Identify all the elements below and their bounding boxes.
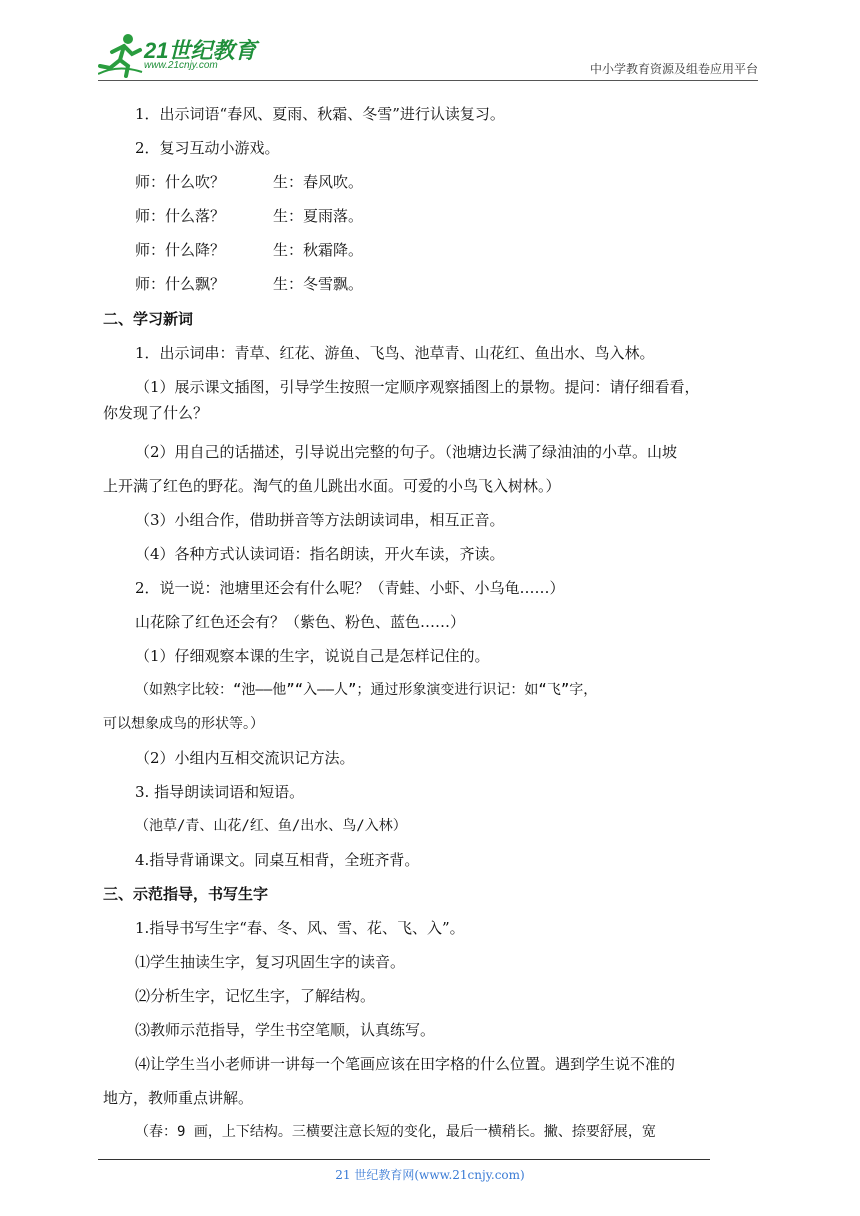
header-divider	[98, 80, 758, 81]
section-heading: 二、学习新词	[103, 310, 194, 328]
logo-url: www.21cnjy.com	[144, 60, 218, 71]
paragraph: 1．出示词串：青草、红花、游鱼、飞鸟、池草青、山花红、鱼出水、鸟入林。	[135, 344, 655, 362]
paragraph: 1.指导书写生字“春、冬、风、雪、花、飞、入”。	[135, 919, 465, 937]
paragraph: （2）用自己的话描述，引导说出完整的句子。（池塘边长满了绿油油的小草。山坡	[135, 443, 678, 461]
header-platform-text: 中小学教育资源及组卷应用平台	[589, 62, 758, 76]
dialog-row	[135, 172, 763, 192]
paragraph: 3. 指导朗读词语和短语。	[135, 783, 305, 801]
running-man-icon	[98, 30, 144, 78]
paragraph: ⑷让学生当小老师讲一讲每一个笔画应该在田字格的什么位置。遇到学生说不准的	[135, 1055, 676, 1073]
teacher-line: 师：什么飘？	[135, 275, 226, 293]
paragraph: ⑴学生抽读生字，复习巩固生字的读音。	[135, 953, 406, 971]
site-logo[interactable]	[98, 30, 258, 78]
student-line: 生：冬雪飘。	[273, 275, 364, 293]
paragraph: （1）展示课文插图，引导学生按照一定顺序观察插图上的景物。提问：请仔细看看，	[135, 378, 700, 396]
page-header	[0, 0, 860, 90]
note-paragraph: （池草/青、山花/红、鱼/出水、鸟/入林）	[135, 818, 407, 834]
paragraph: 2．说一说：池塘里还会有什么呢？（青蛙、小虾、小乌龟……）	[135, 579, 565, 597]
dialog-row	[135, 206, 763, 226]
logo-text: 21世纪教育	[144, 38, 257, 63]
paragraph: 1．出示词语“春风、夏雨、秋霜、冬雪”进行认读复习。	[135, 105, 505, 123]
dialog-row	[135, 274, 763, 294]
teacher-line: 师：什么落？	[135, 207, 226, 225]
note-paragraph-continued: 可以想象成鸟的形状等。）	[103, 716, 264, 732]
paragraph-continued: 上开满了红色的野花。淘气的鱼儿跳出水面。可爱的小鸟飞入树林。）	[103, 477, 561, 495]
note-paragraph: （如熟字比较：“池——他”“入——人”；通过形象演变进行识记：如“飞”字，	[135, 682, 598, 698]
paragraph: （2）小组内互相交流识记方法。	[135, 749, 355, 767]
dialog-row	[135, 240, 763, 260]
student-line: 生：春风吹。	[273, 173, 364, 191]
teacher-line: 师：什么吹？	[135, 173, 226, 191]
paragraph: （1）仔细观察本课的生字，说说自己是怎样记住的。	[135, 647, 490, 665]
paragraph: （4）各种方式认读词语：指名朗读，开火车读，齐读。	[135, 545, 505, 563]
paragraph: 4.指导背诵课文。同桌互相背，全班齐背。	[135, 851, 420, 869]
footer-divider	[98, 1159, 710, 1160]
paragraph-continued: 地方，教师重点讲解。	[103, 1089, 254, 1107]
paragraph-continued: 你发现了什么？	[103, 404, 209, 422]
paragraph: （3）小组合作，借助拼音等方法朗读词串，相互正音。	[135, 511, 505, 529]
note-paragraph: （春：9 画，上下结构。三横要注意长短的变化，最后一横稍长。撇、捺要舒展，宽	[135, 1124, 656, 1140]
paragraph: ⑶教师示范指导，学生书空笔顺，认真练写。	[135, 1021, 436, 1039]
student-line: 生：秋霜降。	[273, 241, 364, 259]
student-line: 生：夏雨落。	[273, 207, 364, 225]
teacher-line: 师：什么降？	[135, 241, 226, 259]
paragraph: ⑵分析生字，记忆生字，了解结构。	[135, 987, 376, 1005]
section-heading: 三、示范指导，书写生字	[103, 885, 269, 903]
paragraph: 山花除了红色还会有？（紫色、粉色、蓝色……）	[135, 613, 466, 631]
footer-link[interactable]: 21 世纪教育网(www.21cnjy.com)	[335, 1168, 525, 1182]
paragraph: 2．复习互动小游戏。	[135, 139, 280, 157]
